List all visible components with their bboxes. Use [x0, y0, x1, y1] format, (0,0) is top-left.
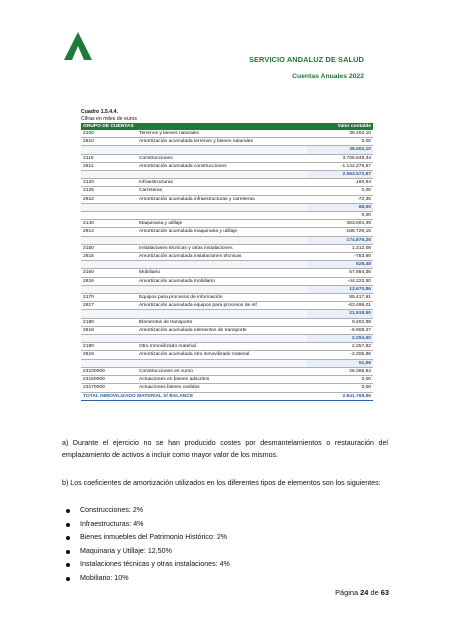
- cell-value: 3.705.849,34: [307, 154, 373, 162]
- table-row: [81, 130, 373, 138]
- cell-value: 38.402,10: [307, 130, 373, 138]
- cell-code: 2818: [81, 326, 137, 334]
- cell-desc: Amortización acumulada infraestructuras y carreteras: [137, 195, 307, 203]
- table-row: [81, 326, 373, 334]
- subtotal-row: [81, 203, 373, 211]
- subtotal-row: [81, 335, 373, 343]
- table-title: Cuadro 1.5.4.4.: [81, 109, 118, 115]
- cell-desc: Amortización acumulada instalaciones técnicas: [137, 253, 307, 261]
- bullet-icon: [66, 550, 70, 554]
- cell-code: 2140: [81, 220, 137, 228]
- cell-value: 528,48: [307, 261, 373, 269]
- list-item: [62, 504, 230, 518]
- cell-desc: [137, 236, 307, 244]
- cell-code: 2120: [81, 179, 137, 187]
- cell-value: 174.875,25: [307, 236, 373, 244]
- cell-code: [81, 171, 137, 179]
- cell-code: [81, 203, 137, 211]
- subtotal-row: [81, 359, 373, 367]
- cell-desc: [137, 310, 307, 318]
- cell-desc: Actuaciones bienes cedidos: [137, 384, 307, 392]
- cell-desc: Terrenos y bienes naturales: [137, 130, 307, 138]
- table-row: [81, 187, 373, 195]
- cell-value: 9.202,88: [307, 318, 373, 326]
- table-row: [81, 244, 373, 252]
- bullet-icon: [66, 536, 70, 540]
- cell-desc: [137, 171, 307, 179]
- table-row: [81, 376, 373, 384]
- paragraph-b: b) Los coeficientes de amortización utilizados en los diferentes tipos de elementos son los siguientes:: [62, 479, 381, 487]
- cell-code: 23100000: [81, 367, 137, 375]
- footer-prefix: Página: [335, 588, 359, 597]
- cell-desc: [137, 359, 307, 367]
- cell-desc: [137, 261, 307, 269]
- cell-desc: Actuaciones en bienes adscritos: [137, 376, 307, 384]
- table-row: [81, 318, 373, 326]
- cell-desc: Infraestructuras: [137, 179, 307, 187]
- cell-code: 2110: [81, 154, 137, 162]
- cell-desc: Instalaciones técnicas y otras instalaciones: [137, 244, 307, 252]
- cell-desc: Amortización acumulada otro inmovilizado material: [137, 351, 307, 359]
- cell-code: [81, 146, 137, 154]
- cell-desc: Amortización acumulada equipos para procesos de inf: [137, 302, 307, 310]
- list-item-text: Mobiliario: 10%: [80, 573, 129, 582]
- cell-desc: Maquinaria y utillaje: [137, 220, 307, 228]
- total-value: 2.841.768,95: [307, 392, 373, 400]
- total-label: TOTAL INMOVILIZADO MATERIAL S/ BALANCE: [81, 392, 307, 400]
- cell-code: 2812: [81, 195, 137, 203]
- cell-desc: Amortización acumulada construcciones: [137, 162, 307, 170]
- cell-desc: Amortización acumulada elementos de transporte: [137, 326, 307, 334]
- cell-desc: Amortización acumulada terrenos y bienes naturales: [137, 138, 307, 146]
- cell-value: 0,00: [307, 187, 373, 195]
- cell-code: 2819: [81, 351, 137, 359]
- list-item-text: Infraestructuras: 4%: [80, 519, 144, 528]
- cell-value: 0,00: [307, 384, 373, 392]
- amortization-list: [62, 504, 230, 585]
- table-row: [81, 351, 373, 359]
- cell-value: 0,00: [307, 212, 373, 220]
- cell-code: 2100: [81, 130, 137, 138]
- cell-desc: Elementos de transporte: [137, 318, 307, 326]
- list-item: [62, 545, 230, 559]
- table-row: [81, 162, 373, 170]
- junta-andalucia-logo: [62, 30, 94, 62]
- list-item-text: Construcciones: 2%: [80, 506, 144, 514]
- list-item-text: Maquinaria y Utillaje: 12,50%: [80, 546, 172, 555]
- table-row: [81, 367, 373, 375]
- cell-desc: [137, 212, 307, 220]
- cell-code: [81, 236, 137, 244]
- cell-value: 38.402,10: [307, 146, 373, 154]
- cell-value: 88,59: [307, 203, 373, 211]
- table-row: [81, 154, 373, 162]
- cell-value: 21.918,90: [307, 310, 373, 318]
- cell-desc: [137, 285, 307, 293]
- cell-value: -6.908,27: [307, 326, 373, 334]
- cell-value: 363.604,39: [307, 220, 373, 228]
- cell-value: 0,00: [307, 376, 373, 384]
- header-document: Cuentas Anuales 2022: [292, 73, 364, 80]
- cell-code: 2170: [81, 294, 137, 302]
- page-footer: [335, 588, 389, 597]
- cell-code: [81, 359, 137, 367]
- cell-value: -188.729,15: [307, 228, 373, 236]
- list-item: [62, 518, 230, 532]
- subtotal-row: [81, 285, 373, 293]
- table-row: [81, 220, 373, 228]
- cell-desc: Construcciones en curso: [137, 367, 307, 375]
- cell-desc: [137, 335, 307, 343]
- cell-value: -72,35: [307, 195, 373, 203]
- cell-code: 2190: [81, 343, 137, 351]
- subtotal-row: [81, 236, 373, 244]
- cell-code: [81, 285, 137, 293]
- bullet-icon: [66, 577, 70, 581]
- cell-value: 2.257,82: [307, 343, 373, 351]
- cell-value: -44.223,50: [307, 277, 373, 285]
- footer-of: de: [370, 588, 379, 597]
- cell-desc: Equipos para procesos de información: [137, 294, 307, 302]
- bullet-icon: [66, 563, 70, 567]
- table-row: [81, 343, 373, 351]
- cell-desc: [137, 203, 307, 211]
- bullet-icon: [66, 509, 70, 513]
- cell-desc: Carreteras: [137, 187, 307, 195]
- cell-value: 13.670,86: [307, 285, 373, 293]
- cell-value: 2.294,60: [307, 335, 373, 343]
- header-group: GRUPO DE CUENTAS: [81, 123, 307, 130]
- cell-code: 2815: [81, 253, 137, 261]
- header-value: Valor contable: [307, 123, 373, 130]
- list-item: [62, 572, 230, 586]
- cell-value: 160,94: [307, 179, 373, 187]
- cell-code: 2150: [81, 244, 137, 252]
- cell-value: -63.499,01: [307, 302, 373, 310]
- cell-code: 2816: [81, 277, 137, 285]
- subtotal-row: [81, 310, 373, 318]
- table-row: [81, 138, 373, 146]
- cell-desc: Mobiliario: [137, 269, 307, 277]
- table-row: [81, 228, 373, 236]
- list-item: [62, 531, 230, 545]
- cell-code: [81, 335, 137, 343]
- list-item-text: Bienes inmuebles del Patrimonio Histórico: 2%: [80, 533, 228, 541]
- table-row: [81, 212, 373, 220]
- footer-total: 63: [380, 588, 389, 597]
- table-row: [81, 253, 373, 261]
- subtotal-row: [81, 146, 373, 154]
- cell-value: -2.205,86: [307, 351, 373, 359]
- cell-value: 1.312,08: [307, 244, 373, 252]
- table-row: [81, 277, 373, 285]
- bullet-icon: [66, 523, 70, 527]
- cell-value: -783,60: [307, 253, 373, 261]
- cell-value: 85.417,91: [307, 294, 373, 302]
- cell-code: 2810: [81, 138, 137, 146]
- footer-page: 24: [360, 588, 369, 597]
- cell-desc: Otro Inmovilizado material: [137, 343, 307, 351]
- table-row: [81, 179, 373, 187]
- list-item-text: Instalaciones técnicas y otras instalaciones: 4%: [80, 560, 230, 568]
- header-organization: SERVICIO ANDALUZ DE SALUD: [248, 55, 364, 64]
- table-row: [81, 195, 373, 203]
- cell-desc: [137, 146, 307, 154]
- list-item: [62, 558, 230, 572]
- table-subtitle: Cifras en miles de euros: [81, 116, 137, 122]
- cell-value: -1.142.276,67: [307, 162, 373, 170]
- cell-code: 23170000: [81, 384, 137, 392]
- cell-desc: Amortización acumulada mobiliario: [137, 277, 307, 285]
- subtotal-row: [81, 171, 373, 179]
- paragraph-a: a) Durante el ejercicio no se han producido costes por desmantelamientos o restauración del emplazamiento de activos a incluir como mayor valor de los mismos.: [62, 439, 388, 460]
- cell-code: 2125: [81, 187, 137, 195]
- cell-value: 57.894,36: [307, 269, 373, 277]
- cell-desc: Construcciones: [137, 154, 307, 162]
- cell-code: 23160000: [81, 376, 137, 384]
- cell-code: 2180: [81, 318, 137, 326]
- subtotal-row: [81, 261, 373, 269]
- table-row: [81, 294, 373, 302]
- cell-desc: Amortización acumulada maquinaria y utillaje: [137, 228, 307, 236]
- cell-value: 26.365,54: [307, 367, 373, 375]
- cell-code: 2817: [81, 302, 137, 310]
- cell-code: 2814: [81, 228, 137, 236]
- cell-code: 2811: [81, 162, 137, 170]
- cell-code: 2160: [81, 269, 137, 277]
- table-row: [81, 269, 373, 277]
- cell-code: [81, 310, 137, 318]
- total-row: [81, 392, 373, 400]
- cell-value: 0,00: [307, 138, 373, 146]
- cell-value: 51,96: [307, 359, 373, 367]
- cell-code: [81, 261, 137, 269]
- table-row: [81, 384, 373, 392]
- table-row: [81, 302, 373, 310]
- cell-value: 2.563.572,67: [307, 171, 373, 179]
- cell-code: [81, 212, 137, 220]
- assets-table: [81, 123, 373, 401]
